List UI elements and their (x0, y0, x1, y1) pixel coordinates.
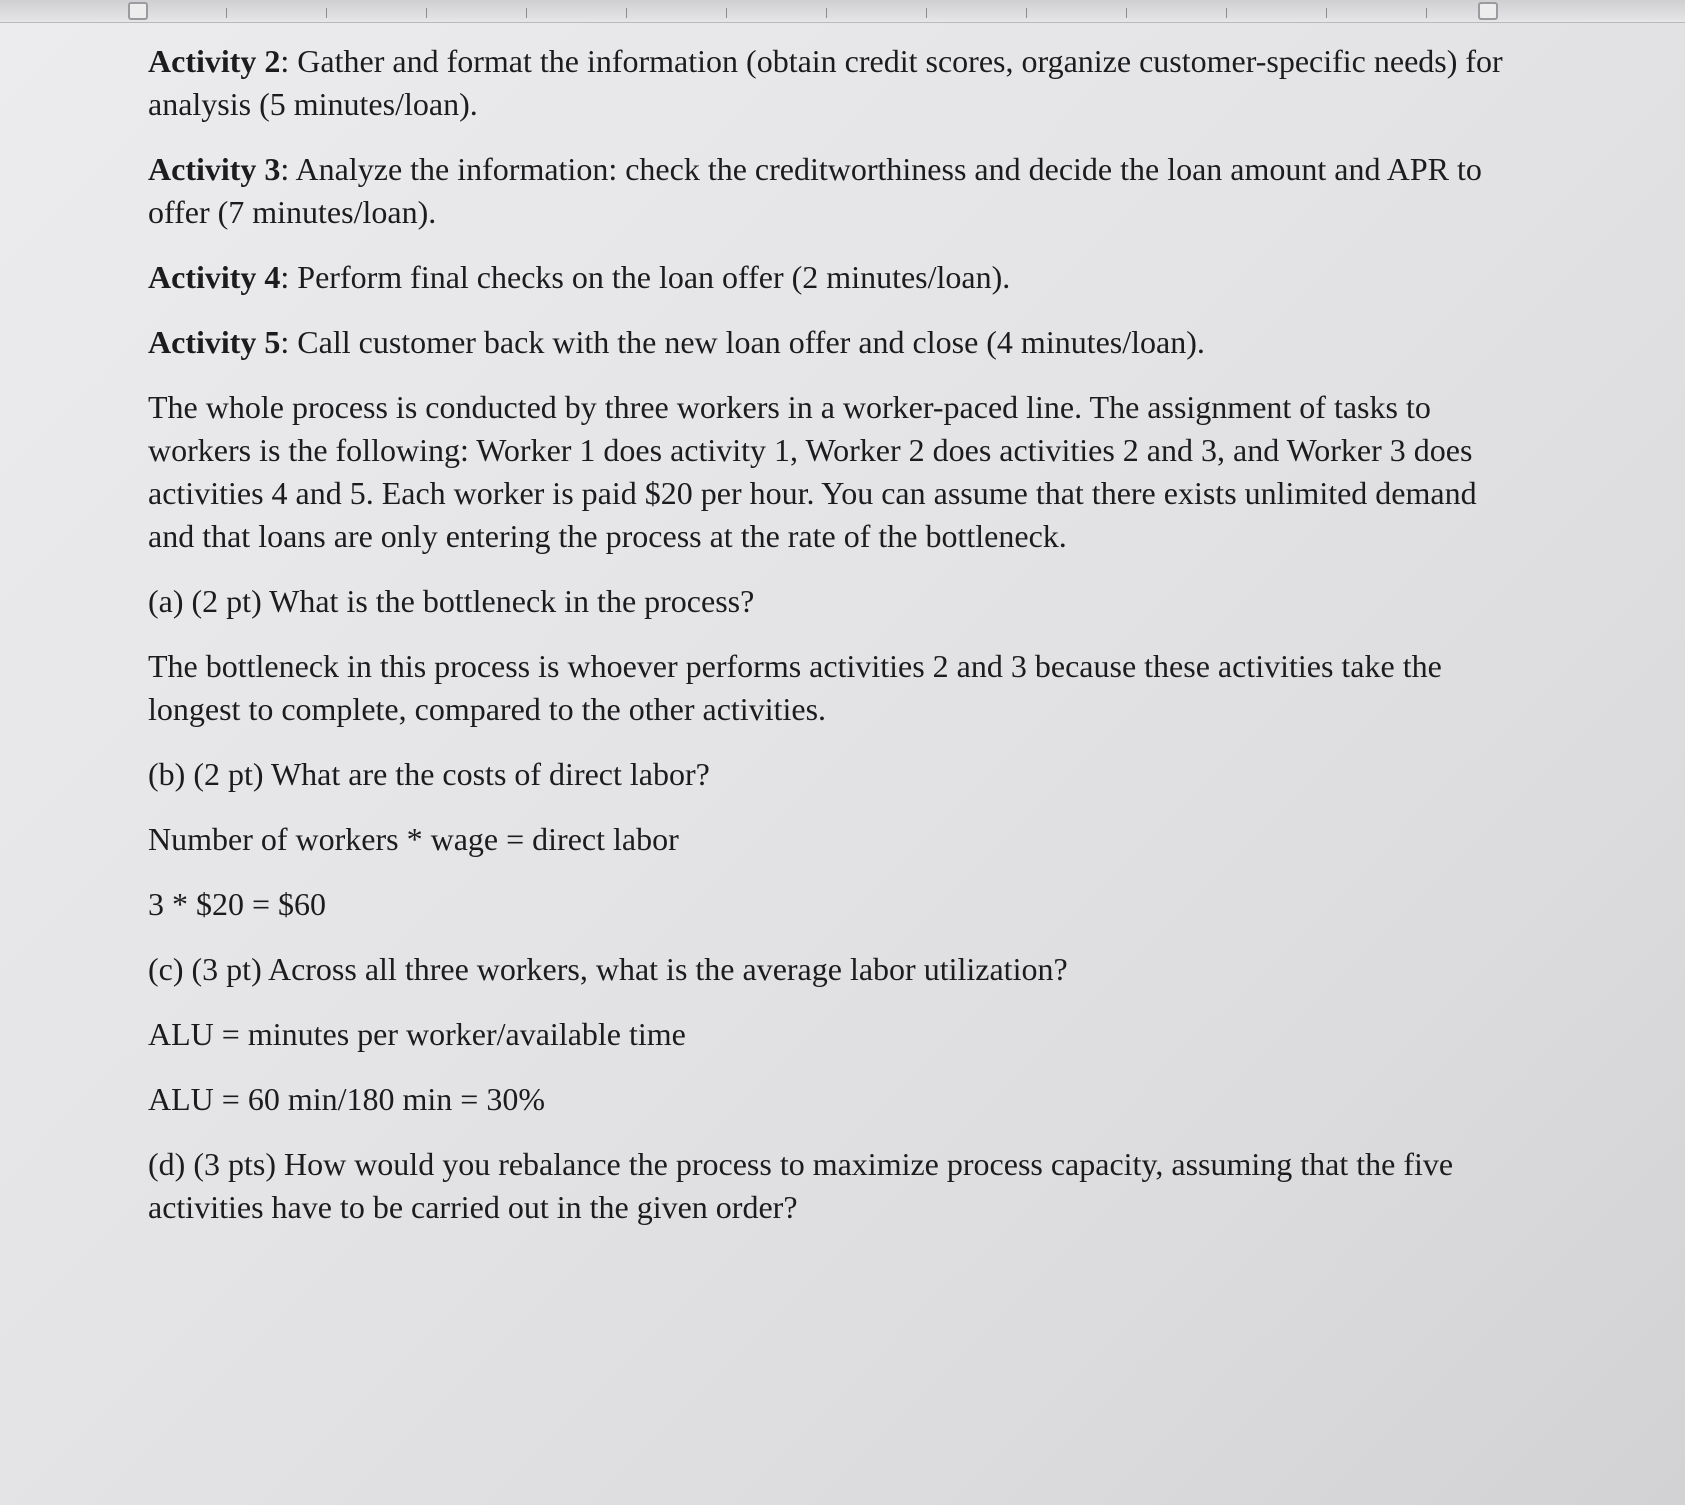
activity-5-paragraph (148, 321, 1518, 364)
process-description: The whole process is conducted by three workers in a worker-paced line. The assignment of tasks to workers is the following: Worker 1 does activity 1, Worker 2 does activities 2 and 3, and Worker 3 does activities 4 and 5. Each worker is paid $20 per hour. You can assume that there exists unlimited demand and that loans are only entering the process at the rate of the bottleneck. (148, 389, 1477, 554)
ruler-tick (526, 8, 527, 18)
question-c: (c) (3 pt) Across all three workers, what is the average labor utilization? (148, 951, 1068, 987)
answer-b-line-1: Number of workers * wage = direct labor (148, 821, 679, 857)
ruler-tick (226, 8, 227, 18)
activity-label: Activity 5 (148, 324, 281, 360)
ruler-tick (626, 8, 627, 18)
ruler-tick (1426, 8, 1427, 18)
question-b: (b) (2 pt) What are the costs of direct labor? (148, 756, 710, 792)
document-body[interactable] (148, 40, 1518, 1251)
answer-c-line-1: ALU = minutes per worker/available time (148, 1016, 686, 1052)
answer-a: The bottleneck in this process is whoever performs activities 2 and 3 because these activities take the longest to complete, compared to the other activities. (148, 648, 1442, 727)
activity-text: : Analyze the information: check the creditworthiness and decide the loan amount and APR to offer (7 minutes/loan). (148, 151, 1482, 230)
ruler-tick (426, 8, 427, 18)
activity-text: : Gather and format the information (obtain credit scores, organize customer-specific needs) for analysis (5 minutes/loan). (148, 43, 1503, 122)
ruler-tick (1326, 8, 1327, 18)
ruler-tick (1126, 8, 1127, 18)
activity-2-paragraph (148, 40, 1518, 126)
activity-3-paragraph (148, 148, 1518, 234)
ruler[interactable] (0, 0, 1685, 23)
left-indent-marker[interactable] (128, 2, 148, 20)
answer-c-line-2: ALU = 60 min/180 min = 30% (148, 1081, 545, 1117)
activity-text: : Perform final checks on the loan offer (2 minutes/loan). (280, 259, 1011, 295)
right-indent-marker[interactable] (1478, 2, 1498, 20)
ruler-tick (926, 8, 927, 18)
ruler-tick (726, 8, 727, 18)
activity-text: : Call customer back with the new loan offer and close (4 minutes/loan). (280, 324, 1205, 360)
activity-4-paragraph (148, 256, 1518, 299)
activity-label: Activity 3 (148, 151, 281, 187)
answer-d-blank-area[interactable] (148, 1240, 1518, 1480)
ruler-tick (1226, 8, 1227, 18)
question-d: (d) (3 pts) How would you rebalance the process to maximize process capacity, assuming that the five activities have to be carried out in the given order? (148, 1146, 1454, 1225)
activity-label: Activity 2 (148, 43, 281, 79)
ruler-tick (1026, 8, 1027, 18)
answer-b-line-2: 3 * $20 = $60 (148, 886, 327, 922)
activity-label: Activity 4 (148, 259, 281, 295)
ruler-tick (326, 8, 327, 18)
question-a: (a) (2 pt) What is the bottleneck in the process? (148, 583, 755, 619)
ruler-tick (826, 8, 827, 18)
